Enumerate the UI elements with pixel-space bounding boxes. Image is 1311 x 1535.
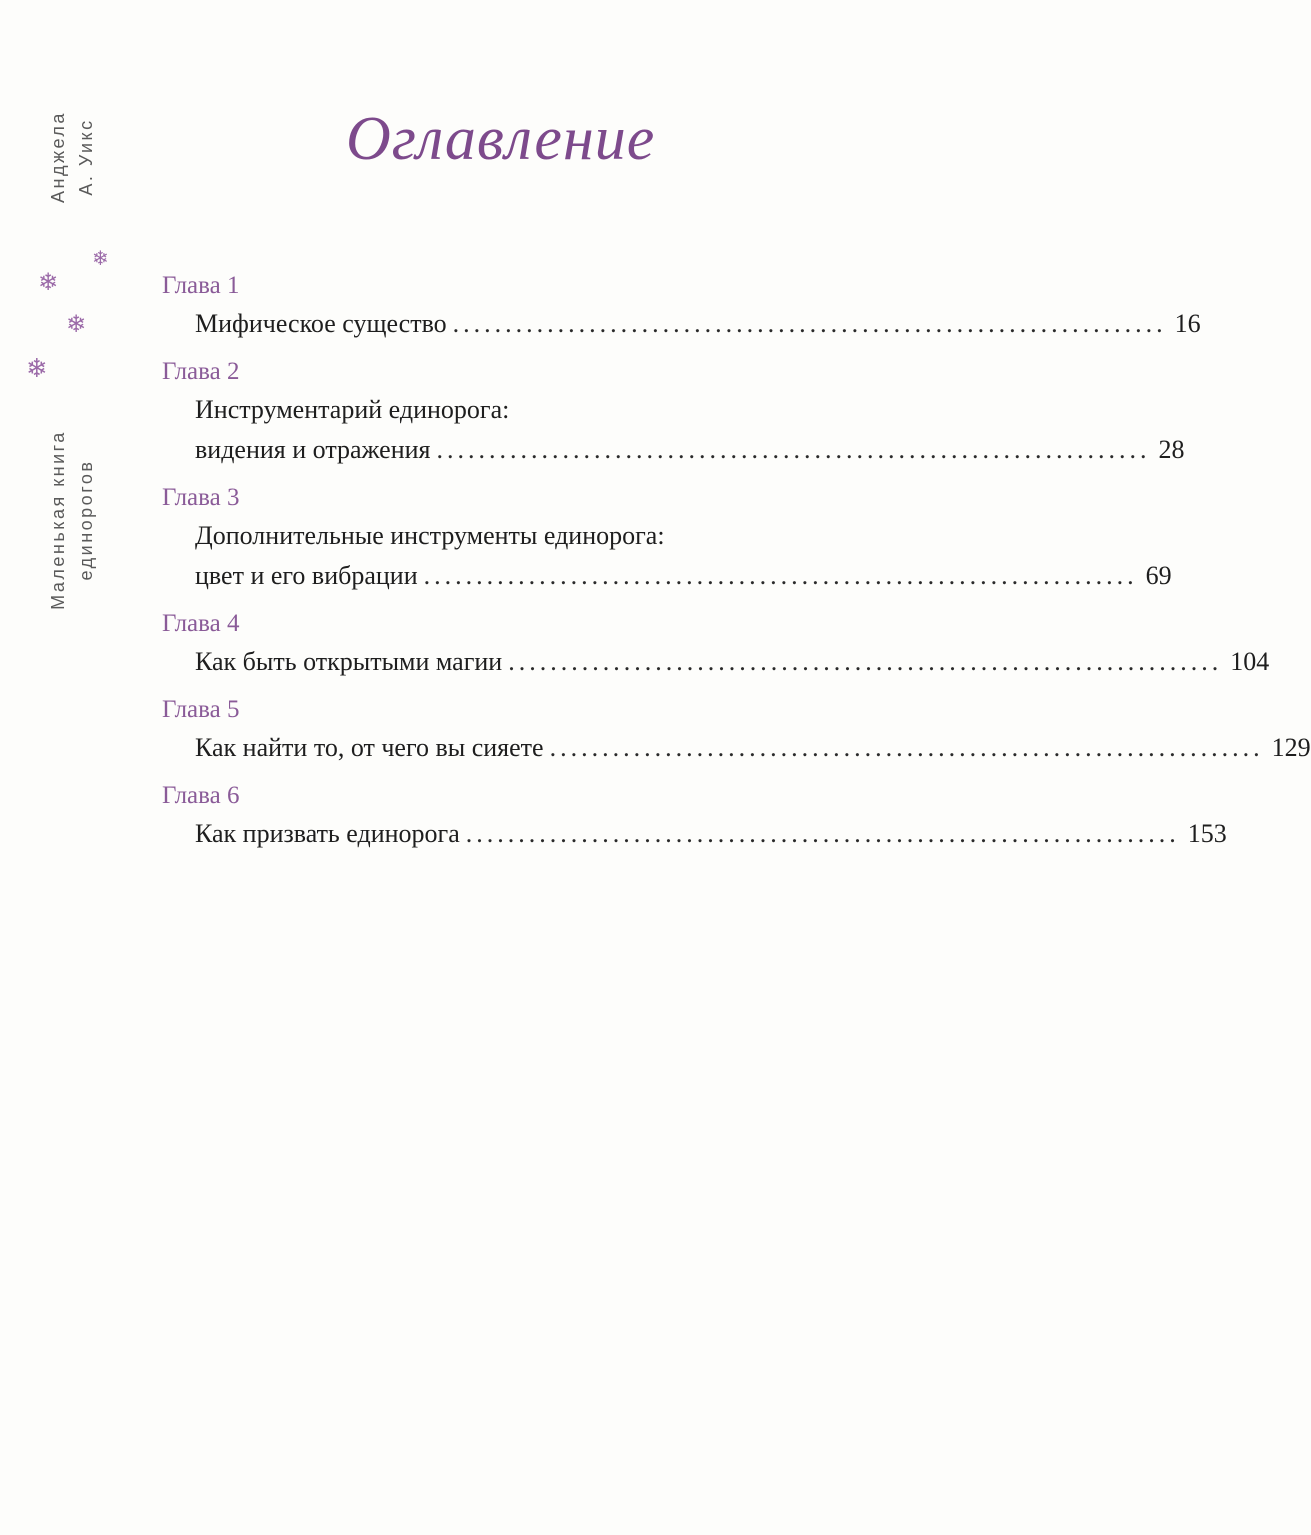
page-number: 16 [1174,309,1201,338]
spine-book-title-line1: Маленькая книга [48,430,68,610]
toc-entry[interactable] [195,516,1172,596]
chapter-title: Инструментарий единорога: [195,395,510,424]
dot-leader: .................................................................... [436,435,1151,464]
spine-author [44,102,100,212]
spine-book-title-line2: единорогов [76,459,96,581]
chapter-label: Глава 3 [162,484,240,511]
chapter-label: Глава 5 [162,696,240,723]
chapter-title: Дополнительные инструменты единорога: [195,521,665,550]
chapter-title: Как найти то, от чего вы сияете [195,733,544,762]
page-number: 28 [1158,435,1185,464]
chapter-title: Мифическое существо [195,309,447,338]
page-number: 69 [1145,561,1172,590]
snowflake-icon: ❄ [92,246,109,270]
chapter-label: Глава 6 [162,782,240,809]
dot-leader: .................................................................... [508,647,1223,676]
dot-leader: .................................................................... [452,309,1167,338]
toc-entry[interactable] [195,728,1311,768]
page-number: 104 [1230,647,1270,676]
toc-chapter-1 [162,268,1201,344]
dot-leader: .................................................................... [465,819,1180,848]
toc-chapter-4 [162,606,1270,682]
snowflake-icon: ❄ [66,310,87,338]
dot-leader: .................................................................... [423,561,1138,590]
chapter-title: Как быть открытыми магии [195,647,503,676]
toc-chapter-2 [162,354,1185,470]
page-title: Оглавление [346,105,656,173]
toc-chapter-3 [162,480,1172,596]
spine-book-title [44,410,100,630]
chapter-label: Глава 2 [162,358,240,385]
chapter-label: Глава 4 [162,610,240,637]
spine-author-last-name: А. Уикс [76,118,96,196]
table-of-contents [162,268,1311,864]
chapter-title-continued: видения и отражения [195,435,431,464]
page-number: 129 [1271,733,1311,762]
chapter-title: Как призвать единорога [195,819,460,848]
toc-entry[interactable] [195,390,1185,470]
snowflake-icon: ❄ [26,354,48,384]
toc-chapter-6 [162,778,1227,854]
chapter-title-continued: цвет и его вибрации [195,561,418,590]
chapter-label: Глава 1 [162,272,240,299]
snowflake-icon: ❄ [38,268,59,296]
dot-leader: .................................................................... [549,733,1264,762]
toc-chapter-5 [162,692,1311,768]
toc-entry[interactable] [195,304,1201,344]
toc-entry[interactable] [195,814,1227,854]
page-number: 153 [1187,819,1227,848]
toc-entry[interactable] [195,642,1270,682]
spine-author-first-name: Анджела [48,111,68,203]
